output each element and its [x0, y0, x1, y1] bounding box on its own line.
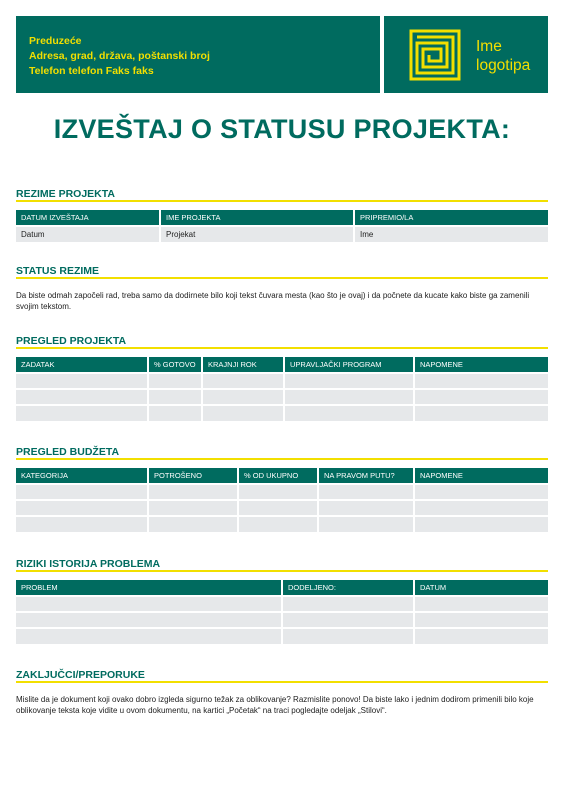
table-cell[interactable]: [284, 405, 414, 421]
table-cell[interactable]: [414, 628, 548, 644]
table-cell[interactable]: [238, 500, 318, 516]
company-phone-fax: Telefon telefon Faks faks: [29, 65, 154, 77]
table-cell[interactable]: [414, 484, 548, 500]
table-header-row: [16, 580, 548, 596]
logo-block: [384, 16, 548, 93]
conclusions-text[interactable]: Mislite da je dokument koji ovako dobro izgleda sigurno težak za oblikovanje? Razmislite ponovo! Da biste lako i jednim dodirom primenili bilo koje oblikovanje teksta koje vidite u ovom dokumentu, na kartici „Početak“ na traci pogledajte odeljak „Stilovi“.: [16, 695, 534, 715]
section-heading: ZAKLJUČCI/PREPORUKE: [16, 669, 145, 681]
table-cell[interactable]: [16, 612, 282, 628]
table-cell[interactable]: [16, 596, 282, 612]
table-cell[interactable]: [16, 373, 148, 389]
table-cell[interactable]: [414, 389, 548, 405]
table-row: [16, 226, 548, 242]
table-cell[interactable]: Ime: [354, 226, 548, 242]
table-cell[interactable]: [16, 405, 148, 421]
table-cell[interactable]: [282, 628, 414, 644]
column-header: PROBLEM: [16, 580, 282, 596]
table-row: [16, 389, 548, 405]
table-cell[interactable]: [414, 500, 548, 516]
section-heading: REZIME PROJEKTA: [16, 188, 115, 200]
table-cell[interactable]: [414, 612, 548, 628]
section-risks-issues: [16, 554, 548, 572]
section-project-summary: [16, 184, 548, 202]
table-header-row: [16, 357, 548, 373]
table-cell[interactable]: [318, 484, 414, 500]
company-address: Adresa, grad, država, poštanski broj: [29, 50, 210, 62]
table-cell[interactable]: [318, 500, 414, 516]
company-name: Preduzeće: [29, 35, 82, 47]
column-header: KRAJNJI ROK: [202, 357, 284, 373]
table-cell[interactable]: [284, 373, 414, 389]
table-header-row: [16, 210, 548, 226]
table-cell[interactable]: [414, 516, 548, 532]
table-cell[interactable]: [282, 612, 414, 628]
column-header: PRIPREMIO/LA: [354, 210, 548, 226]
budget-table: [16, 468, 548, 532]
logo-text: [476, 37, 530, 75]
table-row: [16, 596, 548, 612]
section-heading: STATUS REZIME: [16, 265, 100, 277]
table-cell[interactable]: [148, 484, 238, 500]
column-header: ZADATAK: [16, 357, 148, 373]
table-cell[interactable]: [148, 389, 202, 405]
table-cell[interactable]: [148, 373, 202, 389]
table-row: [16, 500, 548, 516]
column-header: DODELJENO:: [282, 580, 414, 596]
table-cell[interactable]: [16, 389, 148, 405]
column-header: POTROŠENO: [148, 468, 238, 484]
table-header-row: [16, 468, 548, 484]
table-row: [16, 484, 548, 500]
column-header: NA PRAVOM PUTU?: [318, 468, 414, 484]
logo-line-2: logotipa: [476, 57, 531, 74]
section-project-overview: [16, 331, 548, 349]
table-cell[interactable]: Datum: [16, 226, 160, 242]
table-cell[interactable]: [318, 516, 414, 532]
table-row: [16, 612, 548, 628]
section-status-summary: [16, 261, 548, 279]
table-cell[interactable]: [148, 500, 238, 516]
table-cell[interactable]: [414, 405, 548, 421]
table-cell[interactable]: [414, 596, 548, 612]
table-cell[interactable]: [202, 405, 284, 421]
table-cell[interactable]: [414, 373, 548, 389]
status-text[interactable]: Da biste odmah započeli rad, treba samo da dodirnete bilo koji tekst čuvara mesta (kao što je ovaj) i da počnete da kucate kako biste ga zamenili svojim tekstom.: [16, 291, 530, 311]
section-heading: PREGLED PROJEKTA: [16, 335, 127, 347]
table-cell[interactable]: [148, 516, 238, 532]
table-cell[interactable]: [282, 596, 414, 612]
table-row: [16, 373, 548, 389]
table-cell[interactable]: [202, 373, 284, 389]
section-budget-overview: [16, 442, 548, 460]
company-info-block: [16, 16, 380, 93]
column-header: IME PROJEKTA: [160, 210, 354, 226]
table-row: [16, 516, 548, 532]
column-header: DATUM IZVEŠTAJA: [16, 210, 160, 226]
section-conclusions: [16, 665, 548, 683]
column-header: NAPOMENE: [414, 357, 548, 373]
table-cell[interactable]: [16, 628, 282, 644]
section-heading: PREGLED BUDŽETA: [16, 446, 120, 458]
table-cell[interactable]: [16, 484, 148, 500]
risks-table: [16, 580, 548, 644]
page-title: IZVEŠTAJ O STATUSU PROJEKTA:: [53, 114, 511, 144]
logo-line-1: Ime: [476, 38, 502, 55]
maze-logo-icon: [409, 29, 461, 81]
column-header: KATEGORIJA: [16, 468, 148, 484]
column-header: DATUM: [414, 580, 548, 596]
table-cell[interactable]: [238, 516, 318, 532]
overview-table: [16, 357, 548, 421]
column-header: % OD UKUPNO: [238, 468, 318, 484]
column-header: UPRAVLJAČKI PROGRAM: [284, 357, 414, 373]
table-cell[interactable]: [284, 389, 414, 405]
table-cell[interactable]: [148, 405, 202, 421]
table-cell[interactable]: [238, 484, 318, 500]
table-cell[interactable]: [16, 500, 148, 516]
column-header: % GOTOVO: [148, 357, 202, 373]
table-cell[interactable]: Projekat: [160, 226, 354, 242]
column-header: NAPOMENE: [414, 468, 548, 484]
table-row: [16, 405, 548, 421]
table-cell[interactable]: [202, 389, 284, 405]
table-cell[interactable]: [16, 516, 148, 532]
section-heading: RIZIKI ISTORIJA PROBLEMA: [16, 558, 161, 570]
table-row: [16, 628, 548, 644]
summary-table: [16, 210, 548, 242]
